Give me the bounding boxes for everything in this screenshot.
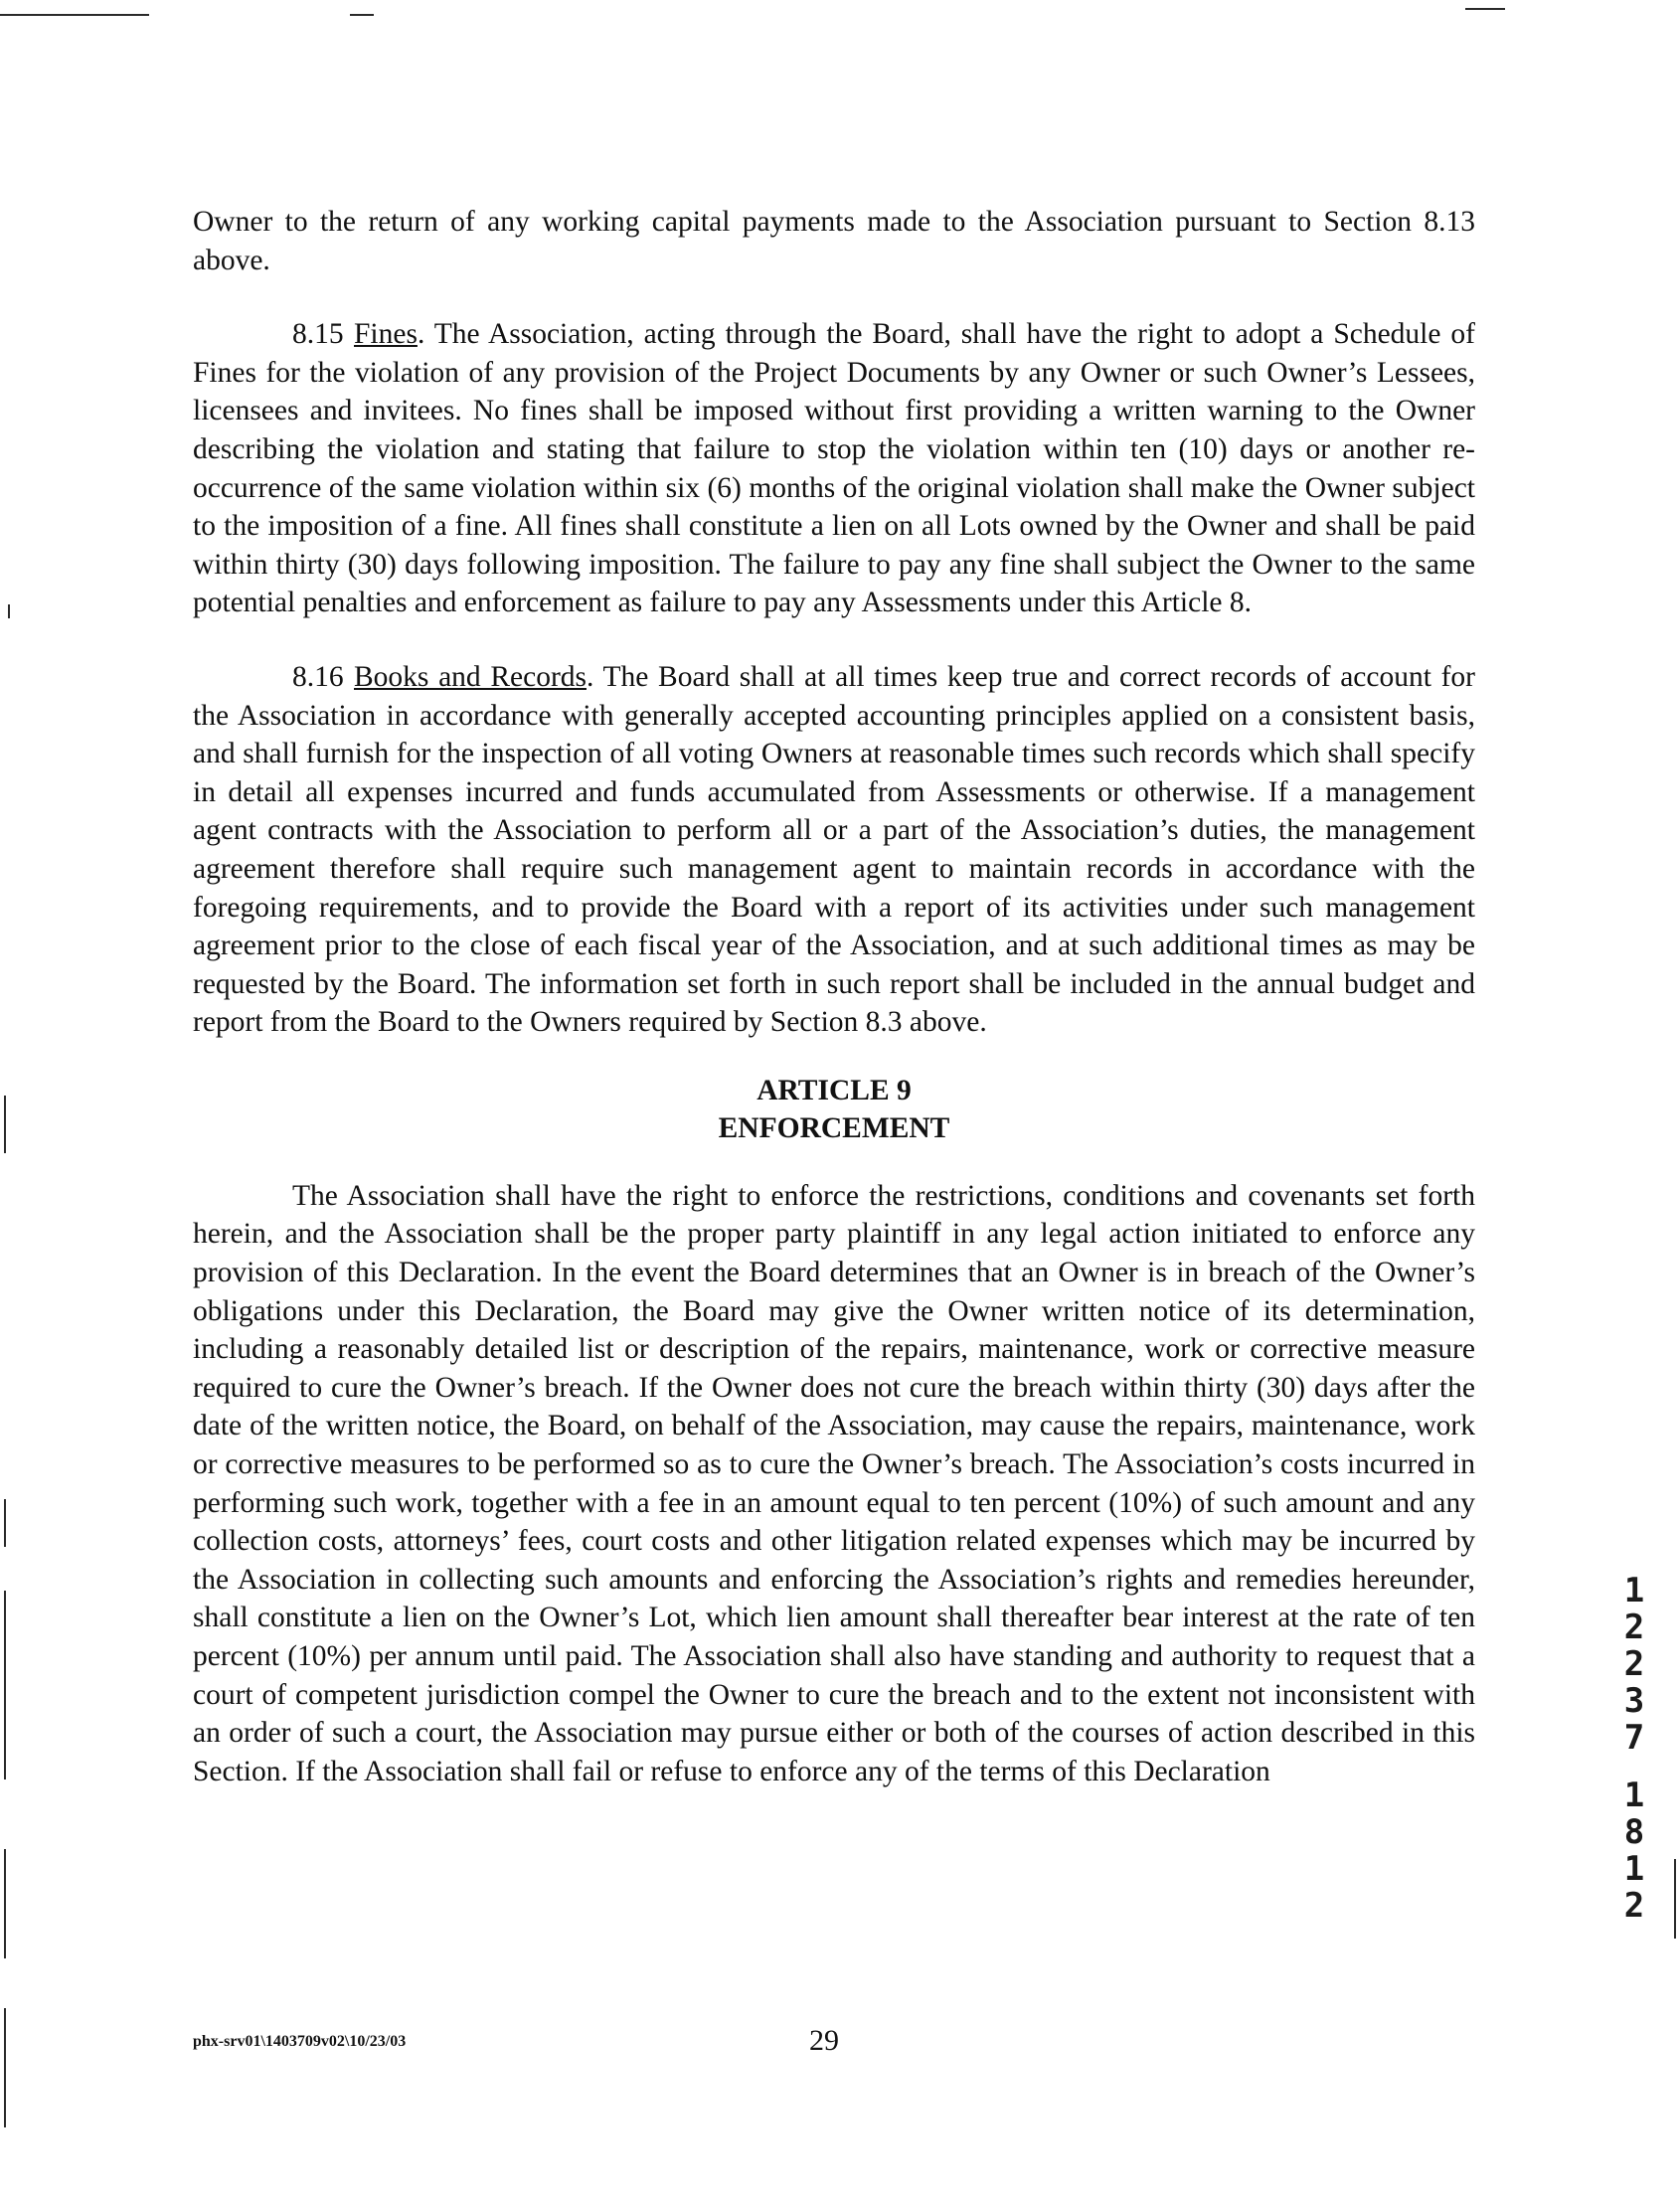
- scan-mark-left-3: [4, 1499, 6, 1547]
- opening-paragraph: Owner to the return of any working capital payments made to the Association pursuant to Section 8.13 above.: [193, 206, 1475, 276]
- section-8-15: [193, 315, 1475, 622]
- scan-mark-left-4: [4, 1591, 6, 1779]
- stamp-digit: 1: [1623, 1571, 1645, 1610]
- stamp-digit: 2: [1623, 1886, 1645, 1926]
- scan-mark-left-2: [4, 1096, 6, 1153]
- scan-mark-right-1: [1674, 1859, 1676, 1939]
- section-8-16: [193, 658, 1475, 1042]
- scan-mark-top-center: [350, 14, 374, 16]
- stamp-digit: 2: [1623, 1644, 1645, 1684]
- section-8-15-title: Fines: [354, 318, 418, 351]
- stamp-digit: 2: [1623, 1608, 1645, 1647]
- article-title: ENFORCEMENT: [718, 1111, 950, 1144]
- stamp-digit: 8: [1623, 1812, 1645, 1852]
- stamp-digit: 7: [1623, 1718, 1645, 1758]
- section-8-15-body: . The Association, acting through the Board, shall have the right to adopt a Schedule of Fines for the violation of any provision of the Project Documents by any Owner or such Owner’s Lessees, licensees and invitees. No fines shall be imposed without first providing a written warning to the Owner describing the violation and stating that failure to stop the violation within ten (10) days or another re-occurrence of the same violation within six (6) months of the original violation shall make the Owner subject to the imposition of a fine. All fines shall constitute a lien on all Lots owned by the Owner and shall be paid within thirty (30) days following imposition. The failure to pay any fine shall subject the Owner to the same potential penalties and enforcement as failure to pay any Assessments under this Article 8.: [193, 318, 1475, 619]
- stamp-digit: 3: [1623, 1681, 1645, 1721]
- stamp-digit: 1: [1623, 1849, 1645, 1889]
- article-number: ARTICLE 9: [756, 1074, 912, 1106]
- footer-document-id: phx-srv01\1403709v02\10/23/03: [193, 2033, 407, 2050]
- section-8-16-number: 8.16: [292, 660, 344, 693]
- recording-stamp-group-2: [1614, 1778, 1654, 1925]
- scan-mark-left-6: [4, 2008, 6, 2127]
- scan-mark-top-left: [0, 14, 149, 16]
- section-8-15-number: 8.15: [292, 318, 344, 351]
- section-8-16-body: . The Board shall at all times keep true and correct records of account for the Association in accordance with generally accepted accounting principles applied on a consistent basis, and shall furnish for the inspection of all voting Owners at reasonable times such records which shall specify in detail all expenses incurred and funds accumulated from Assessments or otherwise. If a management agent contracts with the Association to perform all or a part of the Association’s duties, the management agreement therefore shall require such management agent to maintain records in accordance with the foregoing requirements, and to provide the Board with a report of its activities under such management agreement prior to the close of each fiscal year of the Association, and at such additional times as may be requested by the Board. The information set forth in such report shall be included in the annual budget and report from the Board to the Owners required by Section 8.3 above.: [193, 660, 1476, 1039]
- stamp-digit: 1: [1623, 1776, 1645, 1815]
- section-8-16-title: Books and Records: [354, 660, 587, 693]
- document-body: [193, 203, 1475, 1790]
- scan-mark-left-5: [4, 1849, 6, 1958]
- scan-mark-top-right: [1465, 8, 1505, 10]
- recording-stamp-group-1: [1614, 1573, 1654, 1757]
- article-9-body: The Association shall have the right to enforce the restrictions, conditions and covenants set forth herein, and the Association shall be the proper party plaintiff in any legal action initiated to enforce any provision of this Declaration. In the event the Board determines that an Owner is in breach of the Owner’s obligations under this Declaration, the Board may give the Owner written notice of its determination, including a reasonably detailed list or description of the repairs, maintenance, work or corrective measure required to cure the Owner’s breach. If the Owner does not cure the breach within thirty (30) days after the date of the written notice, the Board, on behalf of the Association, may cause the repairs, maintenance, work or corrective measures to be performed so as to cure the Owner’s breach. The Association’s costs incurred in performing such work, together with a fee in an amount equal to ten percent (10%) of such amount and any collection costs, attorneys’ fees, court costs and other litigation related expenses which may be incurred by the Association in collecting such amounts and enforcing the Association’s rights and remedies hereunder, shall constitute a lien on the Owner’s Lot, which lien amount shall thereafter bear interest at the rate of ten percent (10%) per annum until paid. The Association shall also have standing and authority to request that a court of competent jurisdiction compel the Owner to cure the breach and to the extent not inconsistent with an order of such a court, the Association may pursue either or both of the courses of action described in this Section. If the Association shall fail or refuse to enforce any of the terms of this Declaration: [193, 1179, 1475, 1787]
- footer-page-number: 29: [809, 2024, 839, 2057]
- article-heading: [193, 1072, 1475, 1147]
- scan-mark-left-1: [8, 604, 10, 618]
